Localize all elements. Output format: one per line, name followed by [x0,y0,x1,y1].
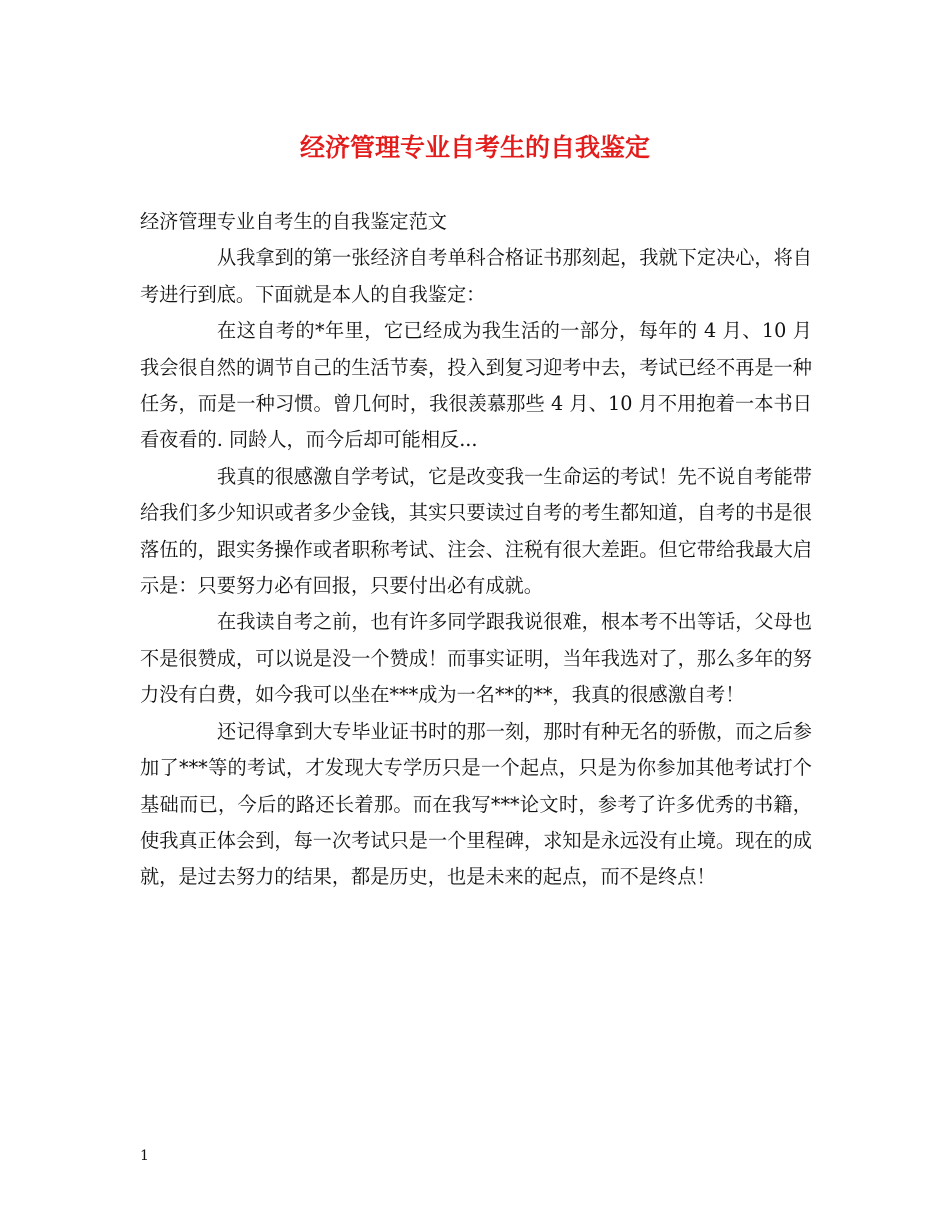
paragraph-2: 在这自考的*年里，它已经成为我生活的一部分，每年的 4 月、10 月我会很自然的调节自己的生活节奏，投入到复习迎考中去，考试已经不再是一种任务，而是一种习惯。曾几何时，我很羡慕那些 4 月、10 月不用抱着一本书日看夜看的. 同龄人，而今后却可能相反... [140,319,812,452]
page-number: 1 [140,1148,149,1164]
paragraph-5: 还记得拿到大专毕业证书时的那一刻，那时有种无名的骄傲，而之后参加了***等的考试，才发现大专学历只是一个起点，只是为你参加其他考试打个基础而已，今后的路还长着那。而在我写***论文时，参考了许多优秀的书籍，使我真正体会到，每一次考试只是一个里程碑，求知是永远没有止境。现在的成就，是过去努力的结果，都是历史，也是未来的起点，而不是终点！ [140,719,812,889]
paragraph-3: 我真的很感激自学考试，它是改变我一生命运的考试！先不说自考能带给我们多少知识或者多少金钱，其实只要读过自考的考生都知道，自考的书是很落伍的，跟实务操作或者职称考试、注会、注税有很大差距。但它带给我最大启示是：只要努力必有回报，只要付出必有成就。 [140,464,812,598]
document-body [140,204,812,896]
paragraph-4: 在我读自考之前，也有许多同学跟我说很难，根本考不出等话，父母也不是很赞成，可以说是没一个赞成！而事实证明，当年我选对了，那么多年的努力没有白费，如今我可以坐在***成为一名**的**，我真的很感激自考！ [140,610,812,707]
paragraph-1: 从我拿到的第一张经济自考单科合格证书那刻起，我就下定决心，将自考进行到底。下面就是本人的自我鉴定： [140,246,812,306]
document-title: 经济管理专业自考生的自我鉴定 [299,133,650,162]
document-subtitle: 经济管理专业自考生的自我鉴定范文 [140,210,447,233]
